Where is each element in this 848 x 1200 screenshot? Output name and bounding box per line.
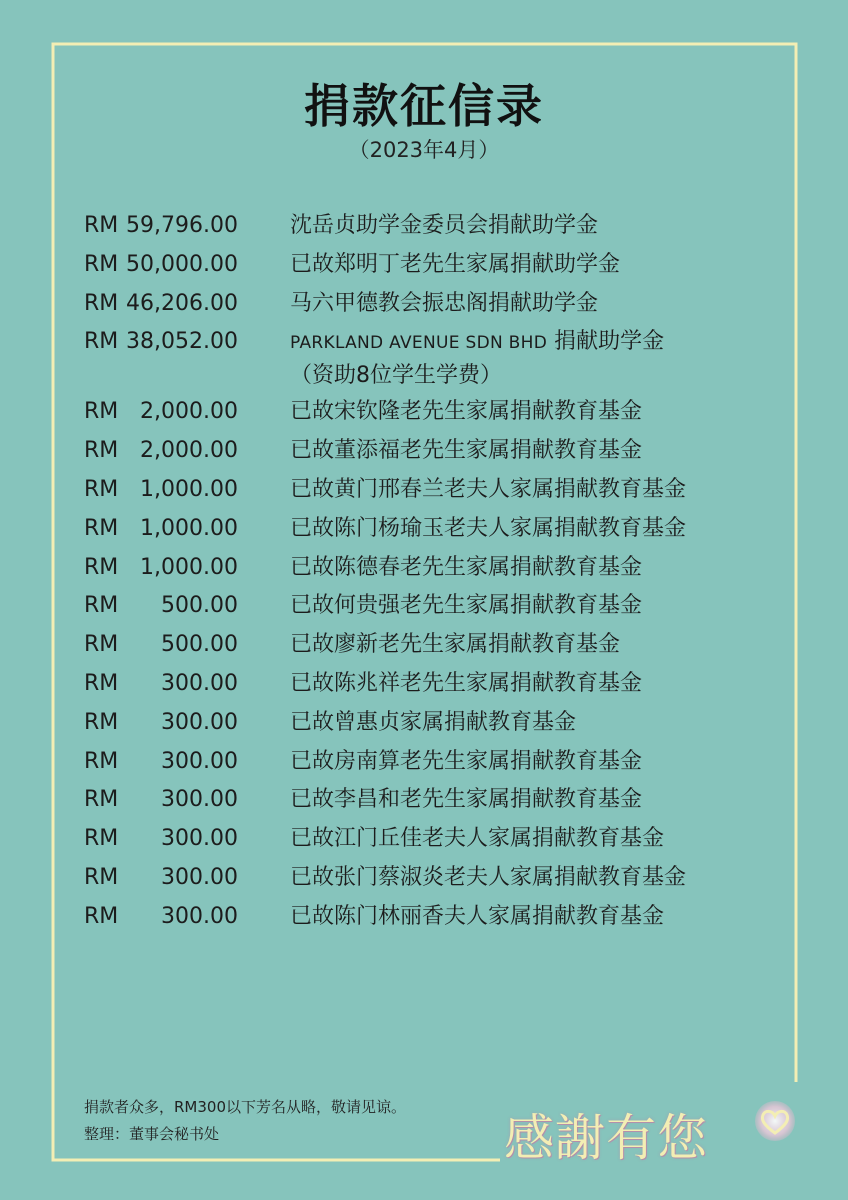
donation-amount: 300.00 [161, 864, 238, 890]
donation-purpose: 已故陈德春老先生家属捐献教育基金 [290, 554, 643, 580]
donation-amount: 50,000.00 [126, 251, 238, 277]
donation-description [290, 666, 790, 702]
currency-label: RM [84, 670, 119, 696]
currency-label: RM [84, 826, 119, 852]
donation-row [84, 433, 784, 472]
donation-amount: 59,796.00 [126, 213, 238, 238]
donation-purpose: 已故宋钦隆老先生家属捐献教育基金 [290, 399, 643, 425]
donation-row [84, 744, 784, 783]
donation-purpose: 已故郑明丁老先生家属捐献助学金 [290, 251, 621, 277]
currency-label: RM [84, 213, 119, 238]
donation-row [84, 782, 784, 821]
donation-amount: 2,000.00 [140, 438, 238, 464]
donation-description [290, 394, 790, 430]
donation-row [84, 627, 784, 666]
donation-amount: 1,000.00 [140, 515, 238, 541]
currency-label: RM [84, 632, 119, 658]
donation-row [84, 324, 784, 394]
donation-purpose: 已故陈门林丽香夫人家属捐献教育基金 [290, 903, 665, 929]
donation-description [290, 208, 790, 244]
donation-amount: 300.00 [161, 826, 238, 852]
donation-amount: 500.00 [161, 632, 238, 658]
donation-purpose: 已故江门丘佳老夫人家属捐献教育基金 [290, 826, 665, 852]
currency-label: RM [84, 787, 119, 813]
heart-icon [752, 1100, 798, 1142]
donation-description [290, 472, 790, 508]
donation-description [290, 705, 790, 741]
donation-amount: 300.00 [161, 670, 238, 696]
currency-label: RM [84, 399, 119, 425]
donation-note: （资助8位学生学费） [290, 363, 502, 389]
donation-description [290, 511, 790, 547]
donation-amount: 300.00 [161, 903, 238, 929]
currency-label: RM [84, 515, 119, 541]
donation-description [290, 433, 790, 469]
page-subtitle: （2023年4月） [348, 138, 500, 162]
thanks-text: 感謝有您 [504, 1109, 708, 1167]
donation-purpose: 已故曾惠贞家属捐献教育基金 [290, 709, 577, 735]
donation-description [290, 782, 790, 818]
donation-purpose: 已故何贵强老先生家属捐献教育基金 [290, 593, 643, 619]
donation-description [290, 821, 790, 857]
donation-amount: 1,000.00 [140, 476, 238, 502]
donation-row [84, 588, 784, 627]
donation-row [84, 394, 784, 433]
donation-row [84, 511, 784, 550]
currency-label: RM [84, 864, 119, 890]
currency-label: RM [84, 251, 119, 277]
donation-purpose: 已故陈兆祥老先生家属捐献教育基金 [290, 670, 643, 696]
currency-label: RM [84, 903, 119, 929]
donation-purpose: 马六甲德教会振忠阁捐献助学金 [290, 290, 599, 316]
donation-purpose: 捐献助学金 [547, 329, 665, 355]
footer-notes [84, 1094, 406, 1148]
currency-label: RM [84, 709, 119, 735]
donation-row [84, 247, 784, 286]
donation-row [84, 821, 784, 860]
donation-amount: 38,052.00 [126, 329, 238, 355]
currency-label: RM [84, 329, 119, 355]
donation-description [290, 324, 790, 391]
donation-description [290, 744, 790, 780]
currency-label: RM [84, 593, 119, 619]
page-title: 捐款征信录 [304, 79, 544, 133]
donation-row [84, 705, 784, 744]
currency-label: RM [84, 438, 119, 464]
currency-label: RM [84, 748, 119, 774]
donation-purpose: 已故黄门邢春兰老夫人家属捐献教育基金 [290, 476, 687, 502]
currency-label: RM [84, 476, 119, 502]
donation-description [290, 588, 790, 624]
donation-description [290, 286, 790, 322]
donation-amount: 300.00 [161, 748, 238, 774]
donation-purpose: 已故廖新老先生家属捐献教育基金 [290, 632, 621, 658]
donation-purpose: 已故董添福老先生家属捐献教育基金 [290, 438, 643, 464]
footer-note: 捐款者众多，RM300以下芳名从略，敬请见谅。 [84, 1098, 406, 1116]
donation-description [290, 550, 790, 586]
donation-description [290, 860, 790, 896]
donor-company-name: PARKLAND AVENUE SDN BHD [290, 333, 548, 354]
donation-amount: 1,000.00 [140, 554, 238, 580]
donation-description [290, 899, 790, 935]
donation-row [84, 860, 784, 899]
donation-purpose: 已故李昌和老先生家属捐献教育基金 [290, 787, 643, 813]
donation-purpose: 已故张门蔡淑炎老夫人家属捐献教育基金 [290, 864, 687, 890]
currency-label: RM [84, 290, 119, 316]
donation-row [84, 666, 784, 705]
donation-purpose: 已故陈门杨瑜玉老夫人家属捐献教育基金 [290, 515, 687, 541]
donation-amount: 300.00 [161, 709, 238, 735]
donation-row [84, 550, 784, 589]
donation-amount: 2,000.00 [140, 399, 238, 425]
donation-row [84, 472, 784, 511]
donation-amount: 46,206.00 [126, 290, 238, 316]
donation-description [290, 247, 790, 283]
donation-amount: 500.00 [161, 593, 238, 619]
footer-compiler: 整理：董事会秘书处 [84, 1125, 220, 1143]
donation-row [84, 208, 784, 247]
donation-row [84, 899, 784, 938]
donation-amount: 300.00 [161, 787, 238, 813]
currency-label: RM [84, 554, 119, 580]
donation-description [290, 627, 790, 663]
donation-purpose: 已故房南算老先生家属捐献教育基金 [290, 748, 643, 774]
donation-row [84, 286, 784, 325]
donation-list [84, 208, 784, 938]
donation-purpose: 沈岳贞助学金委员会捐献助学金 [290, 213, 599, 238]
